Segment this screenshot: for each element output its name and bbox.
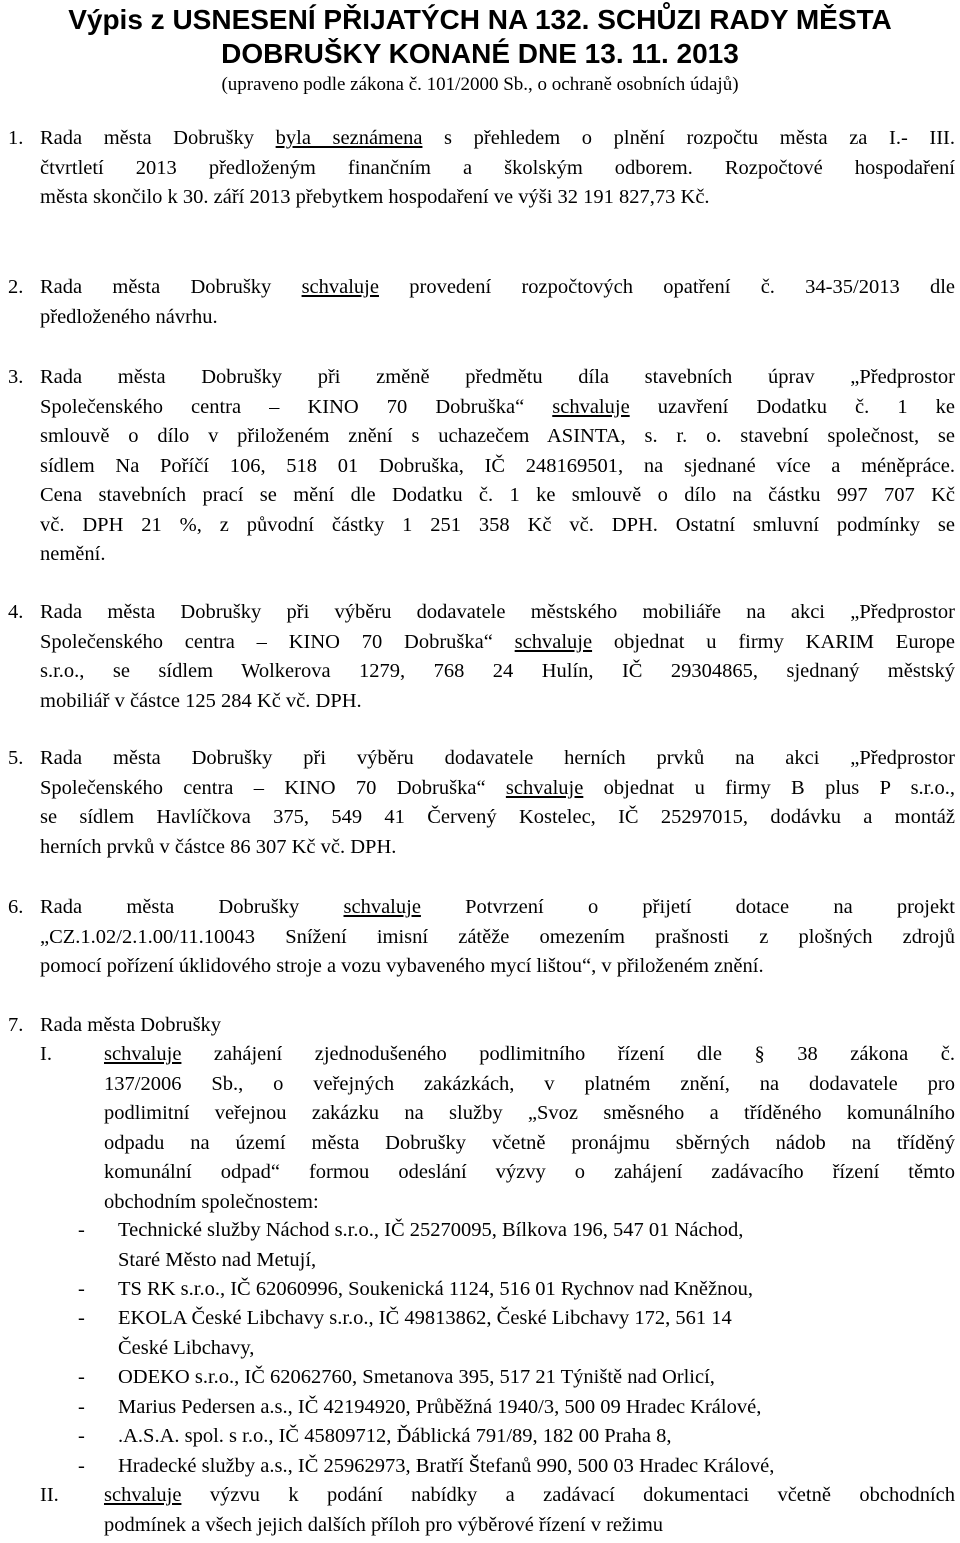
sub-item-I bbox=[40, 1040, 955, 1217]
resolution-item-7 bbox=[8, 1011, 955, 1041]
list-dash: - bbox=[78, 1455, 85, 1477]
text-run: Rada města Dobrušky při výběru dodavatele herních prvků na akci „Předprostor bbox=[40, 747, 955, 769]
text-line bbox=[40, 628, 955, 658]
text-run: Rada města Dobrušky při změně předmětu díla stavebních úprav „Předprostor bbox=[40, 366, 955, 388]
text-line bbox=[40, 1011, 955, 1041]
text-run: zahájení zjednodušeného podlimitního řízení dle § 38 zákona č. bbox=[181, 1043, 955, 1065]
text-run: provedení rozpočtových opatření č. 34-35/2013 dle bbox=[378, 276, 956, 298]
text-run: se sídlem Havlíčkova 375, 549 41 Červený Kostelec, IČ 25297015, dodávku a montáž bbox=[40, 806, 955, 828]
sub-item-number: I. bbox=[40, 1043, 52, 1065]
text-line bbox=[40, 481, 955, 511]
text-line: Hradecké služby a.s., IČ 25962973, Bratří Štefanů 990, 500 03 Hradec Králové, bbox=[118, 1455, 775, 1477]
document-subtitle: (upraveno podle zákona č. 101/2000 Sb., o ochraně osobních údajů) bbox=[221, 74, 739, 95]
text-line bbox=[104, 1481, 955, 1511]
text-run: města skončilo k 30. září 2013 přebytkem hospodaření ve výši 32 191 827,73 Kč. bbox=[40, 186, 710, 208]
text-line: Marius Pedersen a.s., IČ 42194920, Průběžná 1940/3, 500 09 Hradec Králové, bbox=[118, 1396, 762, 1418]
text-line: TS RK s.r.o., IČ 62060996, Soukenická 1124, 516 01 Rychnov nad Kněžnou, bbox=[118, 1278, 754, 1300]
text-run: objednat u firmy KARIM Europe bbox=[592, 630, 956, 653]
item-number: 7. bbox=[8, 1014, 24, 1036]
text-run: sídlem Na Poříčí 106, 518 01 Dobruška, IČ 248169501, na sjednané více a méněpráce. bbox=[40, 454, 955, 477]
company-text bbox=[118, 1393, 955, 1423]
text-run: smlouvě o dílo v přiloženém znění s uchazečem ASINTA, s. r. o. stavební společnost, se bbox=[40, 425, 955, 447]
text-run: komunální odpad“ formou odeslání výzvy o zahájení zadávacího řízení těmto bbox=[104, 1161, 955, 1183]
underlined-verb: schvaluje bbox=[104, 1043, 182, 1065]
text-line bbox=[104, 1070, 955, 1100]
text-line: Staré Město nad Metují, bbox=[118, 1248, 317, 1271]
text-line bbox=[40, 540, 955, 570]
text-line: Technické služby Náchod s.r.o., IČ 25270095, Bílkova 196, 547 01 Náchod, bbox=[118, 1219, 744, 1241]
text-run: s přehledem o plnění rozpočtu města za I.- III. bbox=[422, 127, 956, 149]
text-line bbox=[40, 452, 955, 482]
list-dash: - bbox=[78, 1425, 85, 1447]
resolution-item-4 bbox=[8, 598, 955, 716]
company-list-item bbox=[78, 1393, 955, 1423]
text-line bbox=[104, 1099, 955, 1129]
text-run: čtvrtletí 2013 předloženým finančním a školským odborem. Rozpočtové hospodaření bbox=[40, 156, 955, 179]
text-line: ODEKO s.r.o., IČ 62062760, Smetanova 395, 517 21 Týniště nad Orlicí, bbox=[118, 1366, 715, 1388]
item-number: 2. bbox=[8, 276, 24, 298]
sub-item-II bbox=[40, 1481, 955, 1540]
list-dash: - bbox=[78, 1366, 85, 1388]
underlined-verb: byla seznámena bbox=[275, 127, 423, 149]
text-line bbox=[40, 803, 955, 833]
text-line bbox=[104, 1158, 955, 1188]
resolution-item-5 bbox=[8, 744, 955, 862]
text-line bbox=[104, 1040, 955, 1070]
list-dash: - bbox=[78, 1219, 85, 1241]
item-number: 5. bbox=[8, 747, 24, 769]
text-run: Společenského centra – KINO 70 Dobruška“ bbox=[40, 630, 515, 653]
text-run: pomocí pořízení úklidového stroje a vozu vybaveného mycí lištou“, v přiloženém znění. bbox=[40, 955, 764, 977]
text-run: Společenského centra – KINO 70 Dobruška“ bbox=[40, 776, 506, 799]
text-line bbox=[104, 1129, 955, 1159]
company-list-item bbox=[78, 1304, 955, 1363]
company-list-item bbox=[78, 1275, 955, 1305]
text-run: mobiliář v částce 125 284 Kč vč. DPH. bbox=[40, 689, 362, 712]
text-line: České Libchavy, bbox=[118, 1336, 255, 1359]
text-run: herních prvků v částce 86 307 Kč vč. DPH. bbox=[40, 835, 397, 858]
item-text bbox=[40, 1011, 955, 1041]
text-run: Rada města Dobrušky bbox=[40, 276, 302, 298]
text-run: výzvu k podání nabídky a zadávací dokumentaci včetně obchodních bbox=[181, 1484, 955, 1506]
item-text bbox=[40, 598, 955, 716]
text-line bbox=[40, 893, 955, 923]
text-run: 137/2006 Sb., o veřejných zakázkách, v platném znění, na dodavatele pro bbox=[104, 1072, 955, 1095]
text-line bbox=[40, 833, 955, 863]
text-line bbox=[40, 657, 955, 687]
text-run: Rada města Dobrušky bbox=[40, 127, 276, 149]
resolution-item-2 bbox=[8, 273, 955, 332]
sub-item-text bbox=[104, 1040, 955, 1217]
item-text bbox=[40, 363, 955, 570]
text-line bbox=[40, 393, 955, 423]
text-line bbox=[40, 273, 955, 303]
company-text bbox=[118, 1363, 955, 1393]
text-line bbox=[40, 303, 955, 333]
item-text bbox=[40, 744, 955, 862]
resolution-item-1 bbox=[8, 124, 955, 213]
text-line bbox=[40, 744, 955, 774]
text-line bbox=[40, 422, 955, 452]
underlined-verb: schvaluje bbox=[514, 630, 593, 653]
text-run: předloženého návrhu. bbox=[40, 305, 218, 328]
text-run: Rada města Dobrušky při výběru dodavatele městského mobiliáře na akci „Předprostor bbox=[40, 601, 955, 623]
text-line bbox=[40, 774, 955, 804]
company-text bbox=[118, 1304, 955, 1363]
company-text bbox=[118, 1216, 955, 1275]
sub-item-number: II. bbox=[40, 1484, 59, 1506]
text-line bbox=[104, 1188, 955, 1218]
text-run: Rada města Dobrušky bbox=[40, 1014, 222, 1036]
text-line bbox=[40, 687, 955, 717]
text-run: obchodním společnostem: bbox=[104, 1190, 319, 1213]
company-list-item bbox=[78, 1422, 955, 1452]
text-line: .A.S.A. spol. s r.o., IČ 45809712, Ďáblická 791/89, 182 00 Praha 8, bbox=[118, 1425, 672, 1447]
text-run: Cena stavebních prací se mění dle Dodatku č. 1 ke smlouvě o dílo na částku 997 707 Kč bbox=[40, 484, 955, 506]
text-run: podmínek a všech jejich dalších příloh pro výběrové řízení v režimu bbox=[104, 1513, 664, 1536]
text-run: s.r.o., se sídlem Wolkerova 1279, 768 24 Hulín, IČ 29304865, sjednaný městský bbox=[40, 660, 955, 682]
sub-item-text bbox=[104, 1481, 955, 1540]
company-text bbox=[118, 1275, 955, 1305]
item-number: 3. bbox=[8, 366, 24, 388]
text-line bbox=[40, 952, 955, 982]
text-run: „CZ.1.02/2.1.00/11.10043 Snížení imisní zátěže omezením prašnosti z plošných zdrojů bbox=[40, 925, 955, 948]
item-text bbox=[40, 893, 955, 982]
document-title-line-1: Výpis z USNESENÍ PŘIJATÝCH NA 132. SCHŮZI RADY MĚSTA bbox=[68, 4, 892, 35]
text-line bbox=[40, 124, 955, 154]
underlined-verb: schvaluje bbox=[301, 276, 379, 298]
list-dash: - bbox=[78, 1278, 85, 1300]
text-line bbox=[104, 1511, 955, 1541]
item-text bbox=[40, 273, 955, 332]
document-title-line-2: DOBRUŠKY KONANÉ DNE 13. 11. 2013 bbox=[221, 38, 739, 69]
text-line bbox=[40, 154, 955, 184]
company-text bbox=[118, 1422, 955, 1452]
text-run: Rada města Dobrušky bbox=[40, 896, 344, 918]
company-list-item bbox=[78, 1363, 955, 1393]
underlined-verb: schvaluje bbox=[505, 776, 584, 799]
text-run: vč. DPH 21 %, z původní částky 1 251 358 Kč vč. DPH. Ostatní smluvní podmínky se bbox=[40, 513, 955, 536]
text-line bbox=[40, 363, 955, 393]
text-line bbox=[40, 183, 955, 213]
text-run: nemění. bbox=[40, 543, 106, 565]
list-dash: - bbox=[78, 1307, 85, 1329]
text-line bbox=[40, 511, 955, 541]
resolution-item-6 bbox=[8, 893, 955, 982]
underlined-verb: schvaluje bbox=[104, 1484, 182, 1506]
item-text bbox=[40, 124, 955, 213]
text-run: odpadu na území města Dobrušky včetně pronájmu sběrných nádob na tříděný bbox=[104, 1131, 955, 1154]
underlined-verb: schvaluje bbox=[552, 395, 630, 418]
item-number: 6. bbox=[8, 896, 24, 918]
text-run: podlimitní veřejnou zakázku na služby „Svoz směsného a tříděného komunálního bbox=[104, 1102, 955, 1124]
text-line bbox=[40, 923, 955, 953]
company-list-item bbox=[78, 1216, 955, 1275]
text-run: uzavření Dodatku č. 1 ke bbox=[629, 395, 955, 418]
company-list-item bbox=[78, 1452, 955, 1482]
text-run: Společenského centra – KINO 70 Dobruška“ bbox=[40, 395, 553, 418]
company-text bbox=[118, 1452, 955, 1482]
text-line: EKOLA České Libchavy s.r.o., IČ 49813862, České Libchavy 172, 561 14 bbox=[118, 1307, 732, 1329]
item-number: 4. bbox=[8, 601, 24, 623]
list-dash: - bbox=[78, 1396, 85, 1418]
item-number: 1. bbox=[8, 127, 24, 149]
text-line bbox=[40, 598, 955, 628]
text-run: Potvrzení o přijetí dotace na projekt bbox=[420, 896, 955, 918]
resolution-item-3 bbox=[8, 363, 955, 570]
text-run: objednat u firmy B plus P s.r.o., bbox=[583, 776, 955, 799]
underlined-verb: schvaluje bbox=[343, 896, 421, 918]
